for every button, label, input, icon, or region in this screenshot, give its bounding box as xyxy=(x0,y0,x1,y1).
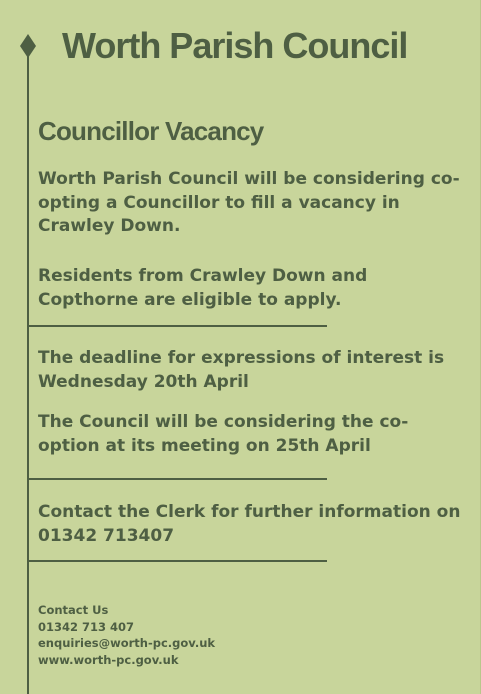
vertical-rule xyxy=(27,48,29,694)
eligibility-paragraph: Residents from Crawley Down and Copthorne are eligible to apply. xyxy=(38,266,368,310)
diamond-icon xyxy=(20,34,36,58)
divider xyxy=(27,478,327,480)
contact-website[interactable]: www.worth-pc.gov.uk xyxy=(38,652,179,667)
deadline-paragraph: The deadline for expressions of interest is Wednesday 20th April xyxy=(38,348,445,392)
contact-heading: Contact Us xyxy=(38,603,109,617)
contact-clerk-paragraph: Contact the Clerk for further information on 01342 713407 xyxy=(38,502,461,546)
vacancy-heading: Councillor Vacancy xyxy=(38,116,264,146)
divider xyxy=(27,325,327,327)
divider xyxy=(27,560,327,562)
contact-phone: 01342 713 407 xyxy=(38,619,135,634)
contact-block xyxy=(38,602,215,668)
council-title: Worth Parish Council xyxy=(62,25,408,66)
meeting-paragraph: The Council will be considering the co-option at its meeting on 25th April xyxy=(38,412,409,456)
contact-email[interactable]: enquiries@worth-pc.gov.uk xyxy=(38,636,216,650)
cooption-paragraph: Worth Parish Council will be considering co-opting a Councillor to fill a vacancy in Crawley Down. xyxy=(38,169,460,236)
